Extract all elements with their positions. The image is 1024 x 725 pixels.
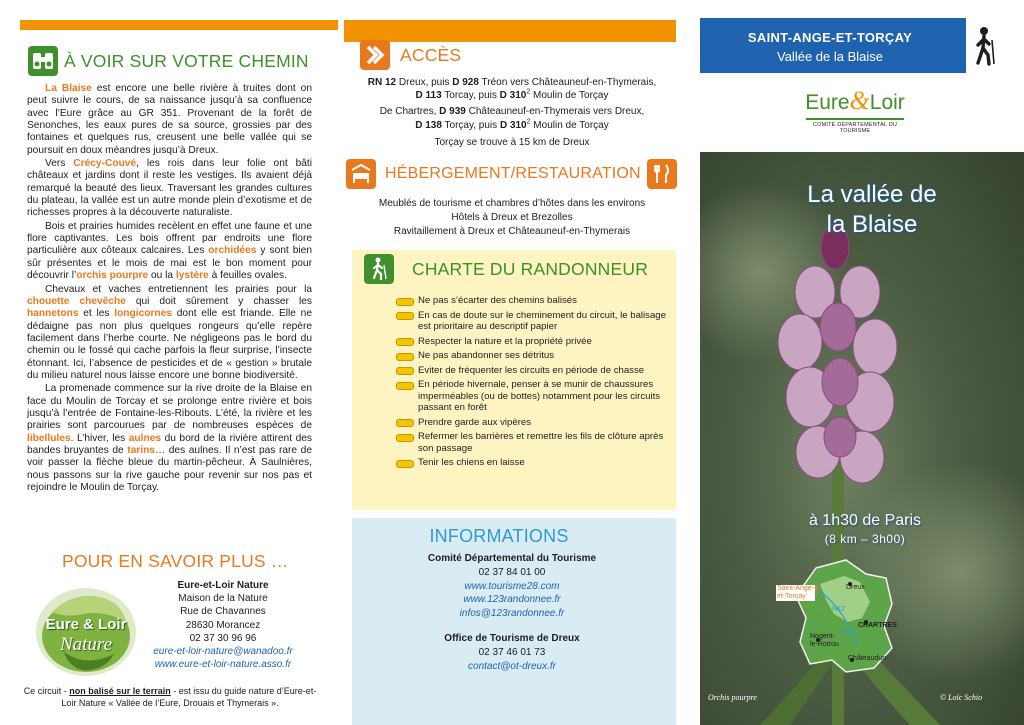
charte-item: Tenir les chiens en laisse bbox=[396, 457, 668, 468]
bed-icon bbox=[346, 159, 376, 189]
section-charte-title: CHARTE DU RANDONNEUR bbox=[412, 258, 649, 279]
voir-paragraph-3: Bois et prairies humides recèlent en effet une faune et une flore captivantes. Les bois offrent par endroits une flore particulière aux côteaux calcaires. Les orchidées y sont bien sûr présentes et le mois de mai est le bon moment pour découvrir l’orchis pourpre ou la lystère à feuilles ovales. bbox=[27, 220, 312, 282]
savoir-line2: Rue de Chavannes bbox=[180, 606, 266, 618]
map-label-a11: A11 bbox=[840, 628, 852, 635]
voir-paragraph-2: Vers Crécy-Couvé, les rois dans leur folie ont bâti châteaux et jardins dont il reste les vestiges. Ils avaient déjà remarqué la beauté des lieux. Traversant les grandes cultures du plateau, la vallée est un autre monde plein d’exotisme et de richesses propres à la découverte naturaliste. bbox=[27, 158, 313, 219]
arrow-right-icon bbox=[360, 40, 390, 70]
section-heberg-header bbox=[346, 159, 670, 189]
charte-item: En cas de doute sur le cheminement du circuit, le balisage est prioritaire au descriptif papier bbox=[396, 310, 668, 333]
eure-loir-nature-logo bbox=[34, 582, 138, 678]
cover-duration: à 1h30 de Paris bbox=[808, 512, 922, 529]
acces-line-2: D 113 Torcay, puis D $310^2$ Moulin de Torçay bbox=[415, 88, 609, 102]
map-label-dreux: Dreux bbox=[846, 584, 865, 591]
voir-paragraph-4: Chevaux et vaches entretiennent les prairies pour la chouette chevêche qui doit sûrement y chasser les hannetons et les longicornes dont elle est friande. Elle ne dédaigne pas non plus quelques rongeurs qu’elle repère facilement dans l’herbe courte. Ne négligeons pas le bord du chemin ou le fossé qui cache parfois la fleur surprise, l’insecte étonnant. Ici, l’absence de pesticides et de « gestion » brutale du milieu naturel nous laisse encore une bonne biodiversité. bbox=[27, 283, 312, 381]
voir-paragraph-5: La promenade commence sur la rive droite de la Blaise en face du Moulin de Torcay et se prolonge entre rivière et bois jusqu’à l’entrée de Fontaine-les-Ribouts. L’été, la rivière et les prairies sont parcourues par de nombreuses espèces de libellules. L’hiver, les aulnes du bord de la rivière attirent des bandes bruyantes de tarins… des aulnes. Il n’est pas rare de voir passer la flèche bleue du martin-pêcheur. À Saulnières, nous passons sur la rive gauche pour revenir sur nos pas et rejoindre le Moulin de Torçay. bbox=[27, 383, 313, 493]
heberg-line-3: Ravitaillement à Dreux et Châteauneuf-en-Thymerais bbox=[393, 226, 631, 237]
section-voir-title: À VOIR SUR VOTRE CHEMIN bbox=[64, 50, 309, 71]
left-panel bbox=[0, 0, 342, 725]
nature-logo-line1: Eure & Loir bbox=[45, 616, 127, 633]
savoir-web-link[interactable]: www.eure-et-loir-nature.asso.fr bbox=[154, 659, 292, 671]
info-email-2-link[interactable]: contact@ot-dreux.fr bbox=[468, 660, 556, 672]
logo-loir: Loir bbox=[869, 91, 905, 114]
map-label-chateaudun: Châteaudun bbox=[848, 655, 887, 662]
heberg-line-1: Meublés de tourisme et chambres d’hôtes dans les environs bbox=[378, 198, 646, 209]
acces-line-5: Torçay se trouve à 15 km de Dreux bbox=[434, 136, 590, 148]
charte-item: Eviter de fréquenter les circuits en période de chasse bbox=[396, 365, 668, 376]
charte-item: Prendre garde aux vipères bbox=[396, 417, 668, 428]
location-map bbox=[774, 556, 904, 676]
section-heberg-title: HÉBERGEMENT/RESTAURATION bbox=[385, 165, 641, 182]
acces-line-4: D 138 Torçay, puis D $310^2$ Moulin de Torçay bbox=[415, 118, 609, 131]
charte-item: En période hivernale, penser à se munir de chaussures imperméables (ou de bottes) notamment pour les circuits passant en forêt bbox=[396, 379, 668, 413]
heberg-line-2: Hôtels à Dreux et Brezolles bbox=[451, 212, 573, 223]
section-acces-title: ACCÈS bbox=[400, 44, 462, 65]
info-org-2: Office de Tourisme de Dreux bbox=[444, 632, 580, 644]
cover-distance: (8 km – 3h00) bbox=[824, 532, 906, 546]
acces-line-1: RN 12 Dreux, puis D 928 Tréon vers Châteauneuf-en-Thymerais, bbox=[367, 77, 657, 88]
cover-title-line2: la Blaise bbox=[826, 211, 918, 238]
charte-item: Ne pas abandonner ses détritus bbox=[396, 350, 668, 361]
info-phone-2: 02 37 46 01 73 bbox=[478, 646, 546, 658]
photo-caption: Orchis pourpre bbox=[708, 693, 757, 702]
section-voir-header bbox=[28, 46, 309, 76]
cover-header-line1: SAINT-ANGE-ET-TORÇAY bbox=[747, 30, 913, 45]
acces-line-3: De Chartres, D 939 Châteauneuf-en-Thymerais vers Dreux, bbox=[379, 106, 645, 118]
section-info-header bbox=[352, 521, 676, 551]
savoir-phone: 02 37 30 96 96 bbox=[189, 632, 257, 644]
savoir-email-link[interactable]: eure-et-loir-nature@wanadoo.fr bbox=[153, 646, 293, 658]
cutlery-icon bbox=[647, 159, 677, 189]
cover-title bbox=[746, 180, 998, 240]
cover-title-line1: La vallée de bbox=[807, 181, 937, 208]
info-email-1-link[interactable]: infos@123randonnee.fr bbox=[459, 608, 565, 620]
info-web-2-link[interactable]: www.123randonnee.fr bbox=[463, 594, 561, 606]
info-web-1-link[interactable]: www.tourisme28.com bbox=[464, 580, 560, 592]
logo-subtitle: COMITÉ DÉPARTEMENTAL DU TOURISME bbox=[812, 122, 898, 134]
map-label-chartres: CHARTRES bbox=[858, 622, 897, 629]
voir-text bbox=[27, 83, 312, 495]
map-label-nogent: Nogent- le-Rotrou bbox=[810, 633, 839, 648]
section-savoir-header bbox=[62, 546, 289, 576]
photo-credit: © Loïc Schio bbox=[940, 693, 983, 702]
binoculars-icon bbox=[28, 46, 58, 76]
hiker-icon bbox=[966, 18, 1002, 73]
heberg-text bbox=[352, 197, 672, 239]
circuit-footnote: Ce circuit - non balisé sur le terrain - est issu du guide nature d’Eure-et-Loir Nature « Vallée de l’Eure, Drouais et Thymerais ». bbox=[23, 686, 317, 708]
logo-eure: Eure bbox=[805, 91, 850, 114]
charte-item: Ne pas s’écarter des chemins balisés bbox=[396, 295, 668, 306]
charte-item: Respecter la nature et la propriété privée bbox=[396, 336, 668, 347]
cover-header bbox=[700, 18, 1002, 73]
middle-panel bbox=[342, 0, 684, 725]
logo-ampersand: & bbox=[849, 86, 870, 115]
info-text bbox=[352, 552, 672, 673]
voir-paragraph-1: La Blaise est encore une belle rivière à truites dont on peut suivre le cours, de sa naissance jusqu’à sa confluence avec l’Eure grâce au GR 351. Provenant de la forêt de Senonches, les eaux pures de sa source, grossies par des fontaines et quelques rus, creusent une belle vallée qui se poursuit en doux méandres jusqu’à Dreux. bbox=[27, 83, 312, 156]
map-label-saint-ange: Saint-Ange- et-Torçay bbox=[777, 585, 814, 600]
section-info-title: INFORMATIONS bbox=[429, 525, 569, 546]
cover-header-line2: Vallée de la Blaise bbox=[777, 49, 883, 64]
section-charte-header bbox=[364, 254, 648, 284]
nature-logo-line2: Nature bbox=[59, 634, 113, 655]
map-label-n12: N12 bbox=[832, 606, 845, 613]
savoir-line3: 28630 Morancez bbox=[185, 619, 261, 631]
savoir-line1: Maison de la Nature bbox=[178, 593, 268, 605]
hiker-icon bbox=[364, 254, 394, 284]
info-phone-1: 02 37 84 01 00 bbox=[478, 566, 546, 578]
savoir-org: Eure-et-Loir Nature bbox=[177, 580, 269, 591]
orange-rule bbox=[20, 20, 338, 30]
charte-item: Refermer les barrières et remettre les fils de clôture après son passage bbox=[396, 431, 668, 454]
section-savoir-title: POUR EN SAVOIR PLUS … bbox=[62, 550, 289, 571]
charte-list bbox=[396, 295, 668, 472]
acces-header-bar bbox=[344, 20, 676, 42]
savoir-contact bbox=[130, 579, 316, 671]
acces-text bbox=[352, 76, 672, 149]
info-org-1: Comité Départemental du Tourisme bbox=[427, 553, 597, 564]
section-acces-header bbox=[360, 40, 461, 70]
eure-loir-tourism-logo bbox=[800, 88, 910, 136]
